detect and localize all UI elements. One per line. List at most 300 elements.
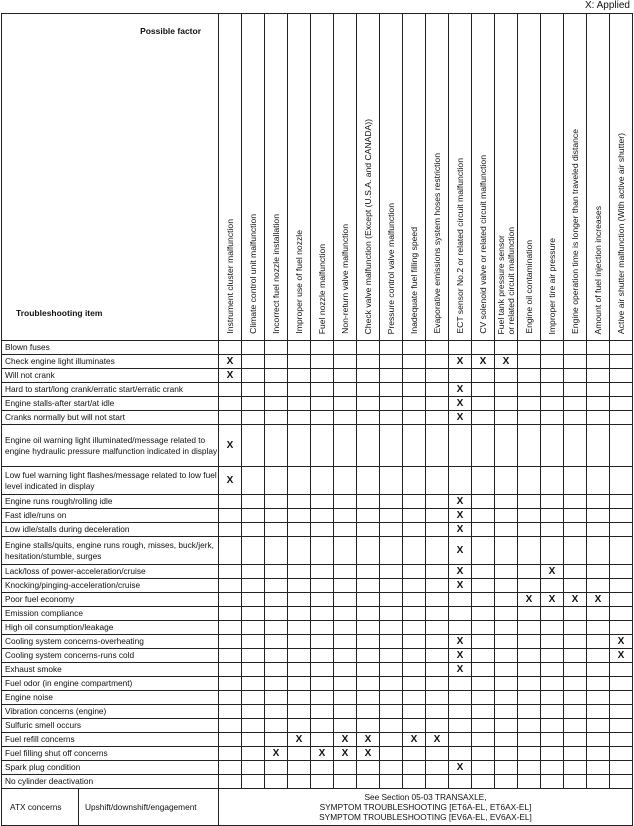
mark-cell <box>449 425 472 467</box>
mark-cell <box>242 537 265 565</box>
mark-cell <box>449 663 472 677</box>
mark-cell <box>311 579 334 593</box>
mark-cell <box>472 411 495 425</box>
mark-cell <box>518 425 541 467</box>
mark-cell <box>587 607 610 621</box>
mark-cell <box>610 355 633 369</box>
mark-cell <box>219 467 242 495</box>
mark-cell <box>219 691 242 705</box>
mark-cell <box>541 579 564 593</box>
mark-cell <box>472 705 495 719</box>
mark-cell <box>265 719 288 733</box>
mark-cell <box>610 341 633 355</box>
mark-cell <box>380 733 403 747</box>
mark-cell <box>380 523 403 537</box>
mark-cell <box>380 593 403 607</box>
mark-cell <box>357 691 380 705</box>
mark-cell <box>242 411 265 425</box>
mark-cell <box>403 369 426 383</box>
mark-cell <box>265 579 288 593</box>
troubleshooting-item: Low fuel warning light flashes/message related to low fuel level indicated in display <box>2 467 219 495</box>
mark-cell <box>426 537 449 565</box>
mark-cell <box>587 341 610 355</box>
mark-cell <box>610 677 633 691</box>
mark-cell <box>311 523 334 537</box>
mark-cell <box>610 719 633 733</box>
mark-cell <box>610 691 633 705</box>
mark-cell <box>587 677 610 691</box>
mark-cell <box>518 495 541 509</box>
factor-header <box>242 14 265 341</box>
mark-cell <box>311 425 334 467</box>
applied-mark: X <box>525 594 533 605</box>
mark-cell <box>403 523 426 537</box>
applied-mark: X <box>456 545 464 556</box>
mark-cell <box>357 705 380 719</box>
mark-cell <box>518 467 541 495</box>
mark-cell <box>311 495 334 509</box>
mark-cell <box>357 607 380 621</box>
mark-cell <box>219 523 242 537</box>
mark-cell <box>518 621 541 635</box>
applied-mark: X <box>456 412 464 423</box>
mark-cell <box>357 635 380 649</box>
mark-cell <box>518 369 541 383</box>
applied-mark: X <box>364 734 372 745</box>
mark-cell <box>311 719 334 733</box>
mark-cell <box>587 495 610 509</box>
mark-cell <box>449 495 472 509</box>
factor-label: Engine oil contamination <box>524 240 534 334</box>
mark-cell <box>564 775 587 789</box>
applied-mark: X <box>456 356 464 367</box>
mark-cell <box>495 775 518 789</box>
mark-cell <box>334 733 357 747</box>
mark-cell <box>610 495 633 509</box>
mark-cell <box>610 383 633 397</box>
mark-cell <box>449 579 472 593</box>
mark-cell <box>311 607 334 621</box>
mark-cell <box>288 467 311 495</box>
applied-mark: X <box>456 762 464 773</box>
mark-cell <box>403 355 426 369</box>
mark-cell <box>564 509 587 523</box>
troubleshooting-item: Fuel refill concerns <box>2 733 219 747</box>
mark-cell <box>288 369 311 383</box>
troubleshooting-item: Engine noise <box>2 691 219 705</box>
factor-header <box>380 14 403 341</box>
mark-cell <box>403 691 426 705</box>
mark-cell <box>334 411 357 425</box>
mark-cell <box>495 691 518 705</box>
mark-cell <box>242 383 265 397</box>
mark-cell <box>288 537 311 565</box>
mark-cell <box>334 355 357 369</box>
mark-cell <box>610 733 633 747</box>
mark-cell <box>518 635 541 649</box>
troubleshooting-item: Vibration concerns (engine) <box>2 705 219 719</box>
mark-cell <box>219 495 242 509</box>
mark-cell <box>311 663 334 677</box>
mark-cell <box>449 467 472 495</box>
mark-cell <box>357 397 380 411</box>
mark-cell <box>449 775 472 789</box>
mark-cell <box>426 369 449 383</box>
mark-cell <box>495 397 518 411</box>
mark-cell <box>219 509 242 523</box>
mark-cell <box>472 733 495 747</box>
mark-cell <box>288 635 311 649</box>
mark-cell <box>610 411 633 425</box>
mark-cell <box>311 537 334 565</box>
mark-cell <box>242 593 265 607</box>
mark-cell <box>334 467 357 495</box>
mark-cell <box>311 775 334 789</box>
table-row <box>2 719 633 733</box>
factor-header <box>472 14 495 341</box>
mark-cell <box>403 761 426 775</box>
mark-cell <box>564 607 587 621</box>
mark-cell <box>311 747 334 761</box>
mark-cell <box>219 537 242 565</box>
mark-cell <box>587 355 610 369</box>
mark-cell <box>587 425 610 467</box>
mark-cell <box>610 747 633 761</box>
mark-cell <box>265 593 288 607</box>
mark-cell <box>472 383 495 397</box>
mark-cell <box>518 537 541 565</box>
mark-cell <box>610 509 633 523</box>
mark-cell <box>288 425 311 467</box>
mark-cell <box>265 607 288 621</box>
factor-header <box>311 14 334 341</box>
mark-cell <box>587 649 610 663</box>
mark-cell <box>357 341 380 355</box>
mark-cell <box>541 495 564 509</box>
mark-cell <box>587 663 610 677</box>
mark-cell <box>518 663 541 677</box>
mark-cell <box>403 747 426 761</box>
mark-cell <box>472 593 495 607</box>
factor-label: Climate control unit malfunction <box>248 214 258 334</box>
mark-cell <box>472 495 495 509</box>
mark-cell <box>449 733 472 747</box>
mark-cell <box>334 663 357 677</box>
table-row <box>2 593 633 607</box>
mark-cell <box>380 383 403 397</box>
mark-cell <box>587 691 610 705</box>
mark-cell <box>311 677 334 691</box>
mark-cell <box>426 579 449 593</box>
mark-cell <box>242 733 265 747</box>
applied-mark: X <box>456 496 464 507</box>
mark-cell <box>564 761 587 775</box>
mark-cell <box>219 649 242 663</box>
factor-header <box>564 14 587 341</box>
mark-cell <box>587 579 610 593</box>
mark-cell <box>610 565 633 579</box>
mark-cell <box>426 425 449 467</box>
troubleshooting-item: Will not crank <box>2 369 219 383</box>
mark-cell <box>449 635 472 649</box>
mark-cell <box>219 383 242 397</box>
mark-cell <box>288 355 311 369</box>
factor-label: ECT sensor No.2 or related circuit malfunction <box>455 158 465 334</box>
factor-header <box>357 14 380 341</box>
mark-cell <box>495 663 518 677</box>
mark-cell <box>265 565 288 579</box>
mark-cell <box>541 383 564 397</box>
mark-cell <box>219 397 242 411</box>
mark-cell <box>242 663 265 677</box>
mark-cell <box>357 495 380 509</box>
mark-cell <box>587 747 610 761</box>
mark-cell <box>587 411 610 425</box>
applied-mark: X <box>617 636 625 647</box>
mark-cell <box>610 593 633 607</box>
mark-cell <box>541 467 564 495</box>
table-row <box>2 355 633 369</box>
mark-cell <box>219 747 242 761</box>
troubleshooting-item: No cylinder deactivation <box>2 775 219 789</box>
mark-cell <box>587 537 610 565</box>
troubleshooting-item: Engine stalls/quits, engine runs rough, misses, buck/jerk, hesitation/stumble, surges <box>2 537 219 565</box>
mark-cell <box>357 719 380 733</box>
mark-cell <box>472 537 495 565</box>
mark-cell <box>587 775 610 789</box>
table-row <box>2 425 633 467</box>
mark-cell <box>311 411 334 425</box>
mark-cell <box>564 733 587 747</box>
mark-cell <box>242 747 265 761</box>
applied-mark: X <box>456 566 464 577</box>
mark-cell <box>495 593 518 607</box>
mark-cell <box>518 341 541 355</box>
troubleshooting-item: Cranks normally but will not start <box>2 411 219 425</box>
troubleshooting-item: Exhaust smoke <box>2 663 219 677</box>
mark-cell <box>587 719 610 733</box>
mark-cell <box>219 565 242 579</box>
applied-mark: X <box>272 748 280 759</box>
factor-label: Fuel tank pressure sensor or related circuit malfunction <box>496 226 516 334</box>
troubleshooting-item: Fuel odor (in engine compartment) <box>2 677 219 691</box>
mark-cell <box>541 621 564 635</box>
mark-cell <box>265 677 288 691</box>
legend: X: Applied <box>584 0 630 11</box>
mark-cell <box>495 523 518 537</box>
mark-cell <box>587 565 610 579</box>
applied-mark: X <box>364 748 372 759</box>
factor-label: Engine operation time is longer than traveled distance <box>570 129 580 334</box>
mark-cell <box>518 355 541 369</box>
troubleshooting-item: Hard to start/long crank/erratic start/erratic crank <box>2 383 219 397</box>
mark-cell <box>518 733 541 747</box>
troubleshooting-item: Sulfuric smell occurs <box>2 719 219 733</box>
applied-mark: X <box>548 594 556 605</box>
mark-cell <box>403 537 426 565</box>
troubleshooting-item: Engine stalls-after start/at idle <box>2 397 219 411</box>
mark-cell <box>288 621 311 635</box>
mark-cell <box>219 663 242 677</box>
factor-label: Check valve malfunction (Except (U.S.A. and CANADA)) <box>363 118 373 334</box>
mark-cell <box>426 621 449 635</box>
mark-cell <box>449 509 472 523</box>
mark-cell <box>357 425 380 467</box>
mark-cell <box>426 705 449 719</box>
factor-header <box>288 14 311 341</box>
mark-cell <box>265 621 288 635</box>
mark-cell <box>288 775 311 789</box>
factor-header <box>334 14 357 341</box>
header-corner <box>2 14 219 341</box>
possible-factor-label: Possible factor <box>140 26 201 36</box>
mark-cell <box>357 733 380 747</box>
mark-cell <box>610 369 633 383</box>
mark-cell <box>587 621 610 635</box>
factor-header <box>495 14 518 341</box>
mark-cell <box>472 621 495 635</box>
mark-cell <box>380 509 403 523</box>
mark-cell <box>219 355 242 369</box>
mark-cell <box>472 467 495 495</box>
mark-cell <box>518 607 541 621</box>
mark-cell <box>334 677 357 691</box>
mark-cell <box>610 663 633 677</box>
factor-header <box>518 14 541 341</box>
mark-cell <box>357 621 380 635</box>
mark-cell <box>449 355 472 369</box>
mark-cell <box>472 565 495 579</box>
mark-cell <box>564 341 587 355</box>
troubleshooting-item: Cooling system concerns-overheating <box>2 635 219 649</box>
mark-cell <box>495 649 518 663</box>
table-row <box>2 565 633 579</box>
mark-cell <box>426 677 449 691</box>
factor-header <box>449 14 472 341</box>
applied-mark: X <box>456 636 464 647</box>
mark-cell <box>495 537 518 565</box>
mark-cell <box>472 425 495 467</box>
mark-cell <box>426 383 449 397</box>
mark-cell <box>564 383 587 397</box>
mark-cell <box>288 747 311 761</box>
mark-cell <box>472 677 495 691</box>
mark-cell <box>449 719 472 733</box>
troubleshooting-item: Low idle/stalls during deceleration <box>2 523 219 537</box>
mark-cell <box>426 719 449 733</box>
mark-cell <box>242 565 265 579</box>
mark-cell <box>288 495 311 509</box>
mark-cell <box>518 775 541 789</box>
mark-cell <box>288 593 311 607</box>
applied-mark: X <box>410 734 418 745</box>
applied-mark: X <box>226 475 234 486</box>
applied-mark: X <box>341 734 349 745</box>
mark-cell <box>587 733 610 747</box>
mark-cell <box>219 411 242 425</box>
mark-cell <box>564 411 587 425</box>
table-row <box>2 467 633 495</box>
mark-cell <box>380 397 403 411</box>
factor-label: Inadequate fuel filling speed <box>409 226 419 334</box>
troubleshooting-item: Check engine light illuminates <box>2 355 219 369</box>
mark-cell <box>403 425 426 467</box>
mark-cell <box>288 705 311 719</box>
mark-cell <box>334 761 357 775</box>
applied-mark: X <box>571 594 579 605</box>
applied-mark: X <box>456 524 464 535</box>
mark-cell <box>564 593 587 607</box>
applied-mark: X <box>456 650 464 661</box>
mark-cell <box>380 663 403 677</box>
mark-cell <box>495 467 518 495</box>
mark-cell <box>564 649 587 663</box>
mark-cell <box>564 705 587 719</box>
mark-cell <box>495 677 518 691</box>
mark-cell <box>610 523 633 537</box>
applied-mark: X <box>226 356 234 367</box>
mark-cell <box>380 341 403 355</box>
mark-cell <box>472 509 495 523</box>
mark-cell <box>472 397 495 411</box>
mark-cell <box>472 775 495 789</box>
table-row <box>2 705 633 719</box>
table-row <box>2 649 633 663</box>
mark-cell <box>587 369 610 383</box>
mark-cell <box>357 383 380 397</box>
mark-cell <box>518 691 541 705</box>
applied-mark: X <box>548 566 556 577</box>
mark-cell <box>472 635 495 649</box>
see-line: See Section 05-03 TRANSAXLE, <box>364 792 487 802</box>
mark-cell <box>288 677 311 691</box>
mark-cell <box>311 705 334 719</box>
factor-header <box>610 14 633 341</box>
mark-cell <box>380 691 403 705</box>
mark-cell <box>380 705 403 719</box>
mark-cell <box>449 341 472 355</box>
table-row <box>2 579 633 593</box>
mark-cell <box>242 579 265 593</box>
factor-label: Active air shutter malfunction (With active air shutter) <box>616 132 626 334</box>
mark-cell <box>472 523 495 537</box>
mark-cell <box>472 649 495 663</box>
see-line: SYMPTOM TROUBLESHOOTING [EV6A-EL, EV6AX-EL] <box>319 812 532 822</box>
mark-cell <box>587 509 610 523</box>
mark-cell <box>403 565 426 579</box>
mark-cell <box>495 733 518 747</box>
mark-cell <box>518 719 541 733</box>
mark-cell <box>495 341 518 355</box>
table-row <box>2 523 633 537</box>
mark-cell <box>426 495 449 509</box>
mark-cell <box>265 649 288 663</box>
factor-label: CV solenoid valve or related circuit malfunction <box>478 155 488 334</box>
mark-cell <box>564 691 587 705</box>
mark-cell <box>541 425 564 467</box>
mark-cell <box>311 733 334 747</box>
mark-cell <box>288 579 311 593</box>
mark-cell <box>265 369 288 383</box>
mark-cell <box>449 411 472 425</box>
factor-label: Incorrect fuel nozzle installation <box>271 214 281 334</box>
mark-cell <box>288 649 311 663</box>
applied-mark: X <box>594 594 602 605</box>
mark-cell <box>426 663 449 677</box>
mark-cell <box>426 565 449 579</box>
mark-cell <box>541 691 564 705</box>
mark-cell <box>587 383 610 397</box>
